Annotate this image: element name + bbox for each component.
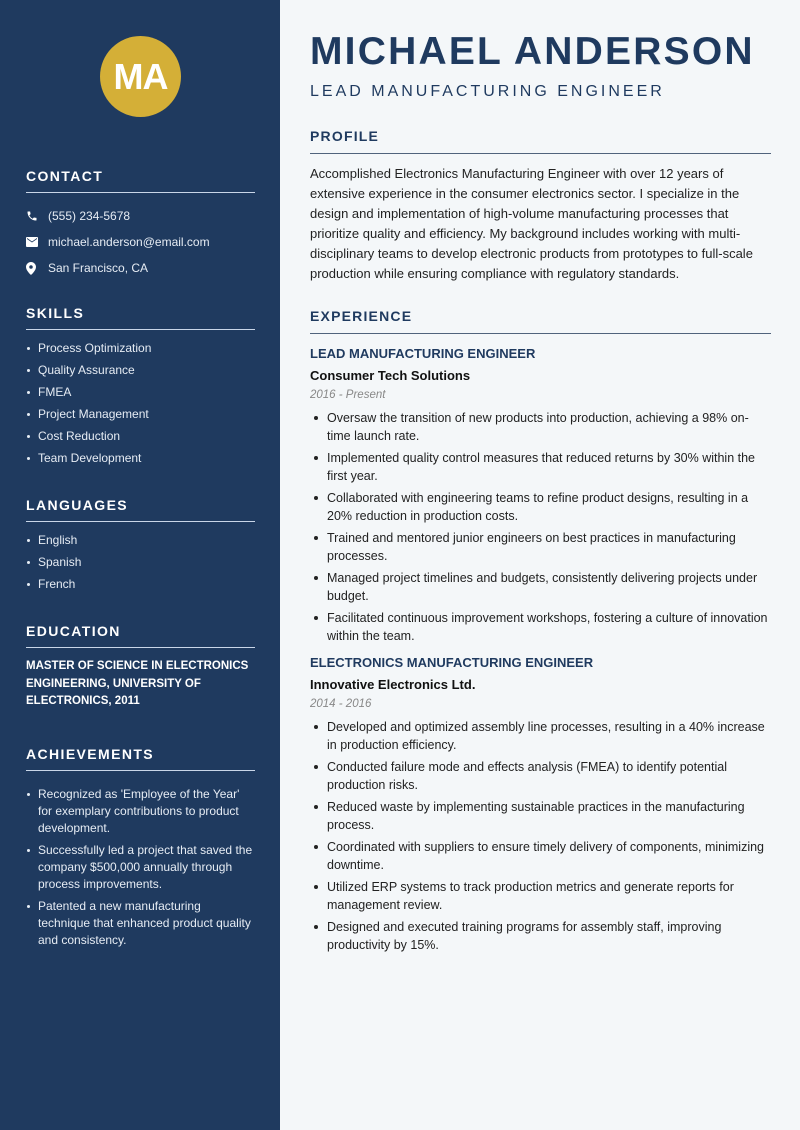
language-item: English bbox=[26, 532, 255, 549]
job-title: ELECTRONICS MANUFACTURING ENGINEER bbox=[310, 655, 594, 670]
languages-list bbox=[26, 532, 255, 593]
achievement-item: Recognized as 'Employee of the Year' for exemplary contributions to product development. bbox=[26, 786, 255, 837]
experience-section bbox=[310, 308, 771, 958]
skill-item: Process Optimization bbox=[26, 340, 255, 357]
contact-heading: CONTACT bbox=[26, 168, 255, 193]
language-item: French bbox=[26, 576, 255, 593]
achievements-heading: ACHIEVEMENTS bbox=[26, 746, 255, 771]
job-bullet: Facilitated continuous improvement workshops, fostering a culture of innovation within the team. bbox=[310, 609, 771, 645]
job-dates: 2014 - 2016 bbox=[310, 698, 372, 710]
job-bullet: Trained and mentored junior engineers on best practices in manufacturing processes. bbox=[310, 529, 771, 565]
job-bullet: Oversaw the transition of new products into production, achieving a 98% on-time launch rate. bbox=[310, 409, 771, 445]
skill-item: Cost Reduction bbox=[26, 428, 255, 445]
location-text: San Francisco, CA bbox=[48, 261, 149, 275]
candidate-name: MICHAEL ANDERSON bbox=[310, 30, 755, 73]
achievement-item: Patented a new manufacturing technique that enhanced product quality and consistency. bbox=[26, 898, 255, 949]
job-bullet: Managed project timelines and budgets, consistently delivering projects under budget. bbox=[310, 569, 771, 605]
avatar bbox=[100, 36, 181, 117]
email-icon bbox=[26, 237, 48, 247]
skills-section bbox=[26, 305, 255, 472]
skill-item: Team Development bbox=[26, 450, 255, 467]
avatar-initials: MA bbox=[113, 55, 168, 97]
contact-section bbox=[26, 168, 255, 281]
job-company: Innovative Electronics Ltd. bbox=[310, 677, 476, 692]
skills-list bbox=[26, 340, 255, 467]
achievement-item: Successfully led a project that saved the company $500,000 annually through process improvements. bbox=[26, 842, 255, 893]
contact-email bbox=[26, 229, 255, 255]
contact-list bbox=[26, 203, 255, 281]
job-bullets bbox=[310, 718, 771, 954]
job-bullets bbox=[310, 409, 771, 645]
profile-section bbox=[310, 128, 771, 284]
job-bullet: Collaborated with engineering teams to refine product designs, resulting in a 20% reduction in production costs. bbox=[310, 489, 771, 525]
experience-heading: EXPERIENCE bbox=[310, 308, 771, 334]
job-company: Consumer Tech Solutions bbox=[310, 368, 471, 383]
profile-heading: PROFILE bbox=[310, 128, 771, 154]
job-bullet: Coordinated with suppliers to ensure timely delivery of components, minimizing downtime. bbox=[310, 838, 771, 874]
education-section bbox=[26, 623, 255, 711]
achievements-section bbox=[26, 746, 255, 954]
skill-item: Project Management bbox=[26, 406, 255, 423]
job-bullet: Utilized ERP systems to track production metrics and generate reports for management review. bbox=[310, 878, 771, 914]
contact-location bbox=[26, 255, 255, 281]
job-dates: 2016 - Present bbox=[310, 389, 386, 401]
contact-phone bbox=[26, 203, 255, 229]
skill-item: FMEA bbox=[26, 384, 255, 401]
email-link[interactable]: michael.anderson@email.com bbox=[48, 235, 210, 249]
candidate-title: LEAD MANUFACTURING ENGINEER bbox=[310, 83, 665, 100]
skills-heading: SKILLS bbox=[26, 305, 255, 330]
job-bullet: Designed and executed training programs for assembly staff, improving productivity by 15%. bbox=[310, 918, 771, 954]
achievements-list bbox=[26, 786, 255, 949]
job-bullet: Implemented quality control measures that reduced returns by 30% within the first year. bbox=[310, 449, 771, 485]
profile-summary: Accomplished Electronics Manufacturing Engineer with over 12 years of extensive experience in the consumer electronics sector. I specialize in the design and implementation of high-volume manufacturing processes that prioritize quality and efficiency. My background includes working with multi-disciplinary teams to develop electronic products from prototypes to full-scale production while ensuring compliance with regulatory standards. bbox=[310, 166, 753, 281]
location-pin-icon bbox=[26, 262, 48, 275]
language-item: Spanish bbox=[26, 554, 255, 571]
education-entry: MASTER OF SCIENCE IN ELECTRONICS ENGINEERING, UNIVERSITY OF ELECTRONICS, 2011 bbox=[26, 660, 249, 707]
job-bullet: Conducted failure mode and effects analysis (FMEA) to identify potential production risks. bbox=[310, 758, 771, 794]
job-bullet: Reduced waste by implementing sustainable practices in the manufacturing process. bbox=[310, 798, 771, 834]
sidebar bbox=[0, 0, 280, 1130]
education-heading: EDUCATION bbox=[26, 623, 255, 648]
skill-item: Quality Assurance bbox=[26, 362, 255, 379]
phone-icon bbox=[26, 210, 48, 222]
job-entry bbox=[310, 655, 771, 954]
job-bullet: Developed and optimized assembly line processes, resulting in a 40% increase in production efficiency. bbox=[310, 718, 771, 754]
phone-text: (555) 234-5678 bbox=[48, 209, 131, 223]
languages-heading: LANGUAGES bbox=[26, 497, 255, 522]
job-title: LEAD MANUFACTURING ENGINEER bbox=[310, 346, 536, 361]
languages-section bbox=[26, 497, 255, 598]
job-entry bbox=[310, 346, 771, 645]
